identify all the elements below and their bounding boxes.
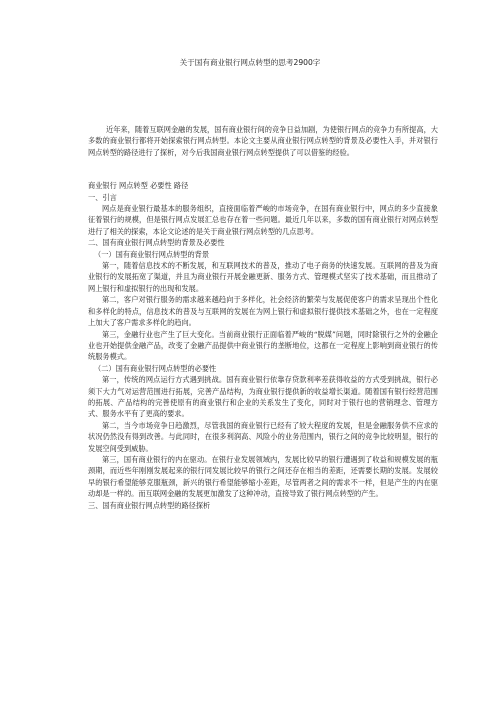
- body-paragraph: 第三，国有商业银行的内在驱动。在银行业发展领域内，发展比较早的银行遭遇到了收益和规模发展的瓶颈期，而近些年刚刚发展起来的银行同发展比较早的银行之间还存在相当的差距，还需要长期的发展。发展较早的银行希望能够克服瓶颈，新兴的银行希望能够缩小差距，尽管两者之间的需求不一样，但是产生的内在驱动却是一样的。而互联网金融的发展更加激发了这种冲动，直接导致了银行网点转型的产生。: [88, 454, 438, 499]
- keywords-line: 商业银行 网点转型 必要性 路径: [88, 181, 189, 191]
- document-title: 关于国有商业银行网点转型的思考2900字: [179, 58, 321, 67]
- body-paragraph: 第三，金融行业也产生了巨大变化。当前商业银行正面临着严峻的“脱媒”问题，同时除银行之外的金融企业也开始提供金融产品，改变了金融产品提供中商业银行的垄断地位，这都在一定程度上影响到商业银行的传统服务模式。: [88, 329, 438, 362]
- body-paragraph: 网点是商业银行最基本的服务组织，直接面临着严峻的市场竞争，在国有商业银行中，网点的多少直接象征着银行的规模，但是银行网点发展汇总也存在着一些问题。最近几年以来，多数的国有商业银行对网点转型进行了相关的探索，本论文论述的是关于商业银行网点转型的几点思考。: [88, 204, 438, 236]
- body-paragraph: 第二，客户对银行服务的需求越来越趋向于多样化，社会经济的繁荣与发展促使客户的需求呈现出个性化和多样化的特点，信息技术的普及与互联网的发展在为网上银行和虚拟银行提供技术基础之外，也在一定程度上加大了客户需求多样化的趋向。: [88, 295, 438, 328]
- section-heading-paths: 三、国有商业银行网点转型的路径探析: [88, 500, 211, 510]
- subsection-heading-necessity: （二）国有商业银行网点转型的必要性: [94, 363, 217, 373]
- body-paragraph: 第二，当今市场竞争日趋激烈，尽管我国的商业银行已经有了较大程度的发展，但是金融服务供不应求的状况仍然没有得到改善。与此同时，在很多利润高、风险小的业务范围内，银行之间的竞争比较明显，银行的发展空间受到威胁。: [88, 420, 438, 453]
- section-heading-introduction: 一、引言: [88, 192, 117, 202]
- body-paragraph: 第一，传统的网点运行方式遇到挑战。国有商业银行依靠存贷款利率差获得收益的方式受到挑战，银行必须下大力气对运营范围进行拓展，完善产品结构，为商业银行提供新的收益增长渠道。随着国有银行经营范围的拓展、产品结构的完善使原有的商业银行和企业的关系发生了变化，同时对于银行也的营销理念、管理方式、服务水平有了更高的要求。: [88, 375, 438, 419]
- body-paragraph: 第一，随着信息技术的不断发展，和互联网技术的普及，推动了电子商务的快速发展。互联网的普及为商业银行的发展拓宽了渠道，并且为商业银行开展金融更新、服务方式、管理模式坚实了技术基础，而且推动了网上银行和虚拟银行的出现和发展。: [88, 261, 438, 293]
- subsection-heading-background: （一）国有商业银行网点转型的背景: [94, 249, 210, 259]
- document-body: [88, 124, 438, 511]
- abstract-paragraph: 近年来，随着互联网金融的发展，国有商业银行间的竞争日益加剧，为使银行网点的竞争力有所提高，大多数的商业银行都将开始探索银行网点转型。本论文主要从商业银行网点转型的背景及必要性入手，并对银行网点转型的路径进行了探析，对今后我国商业银行网点转型提供了可以借鉴的经验。: [88, 125, 438, 157]
- section-heading-background: 二、国有商业银行网点转型的背景及必要性: [88, 238, 225, 248]
